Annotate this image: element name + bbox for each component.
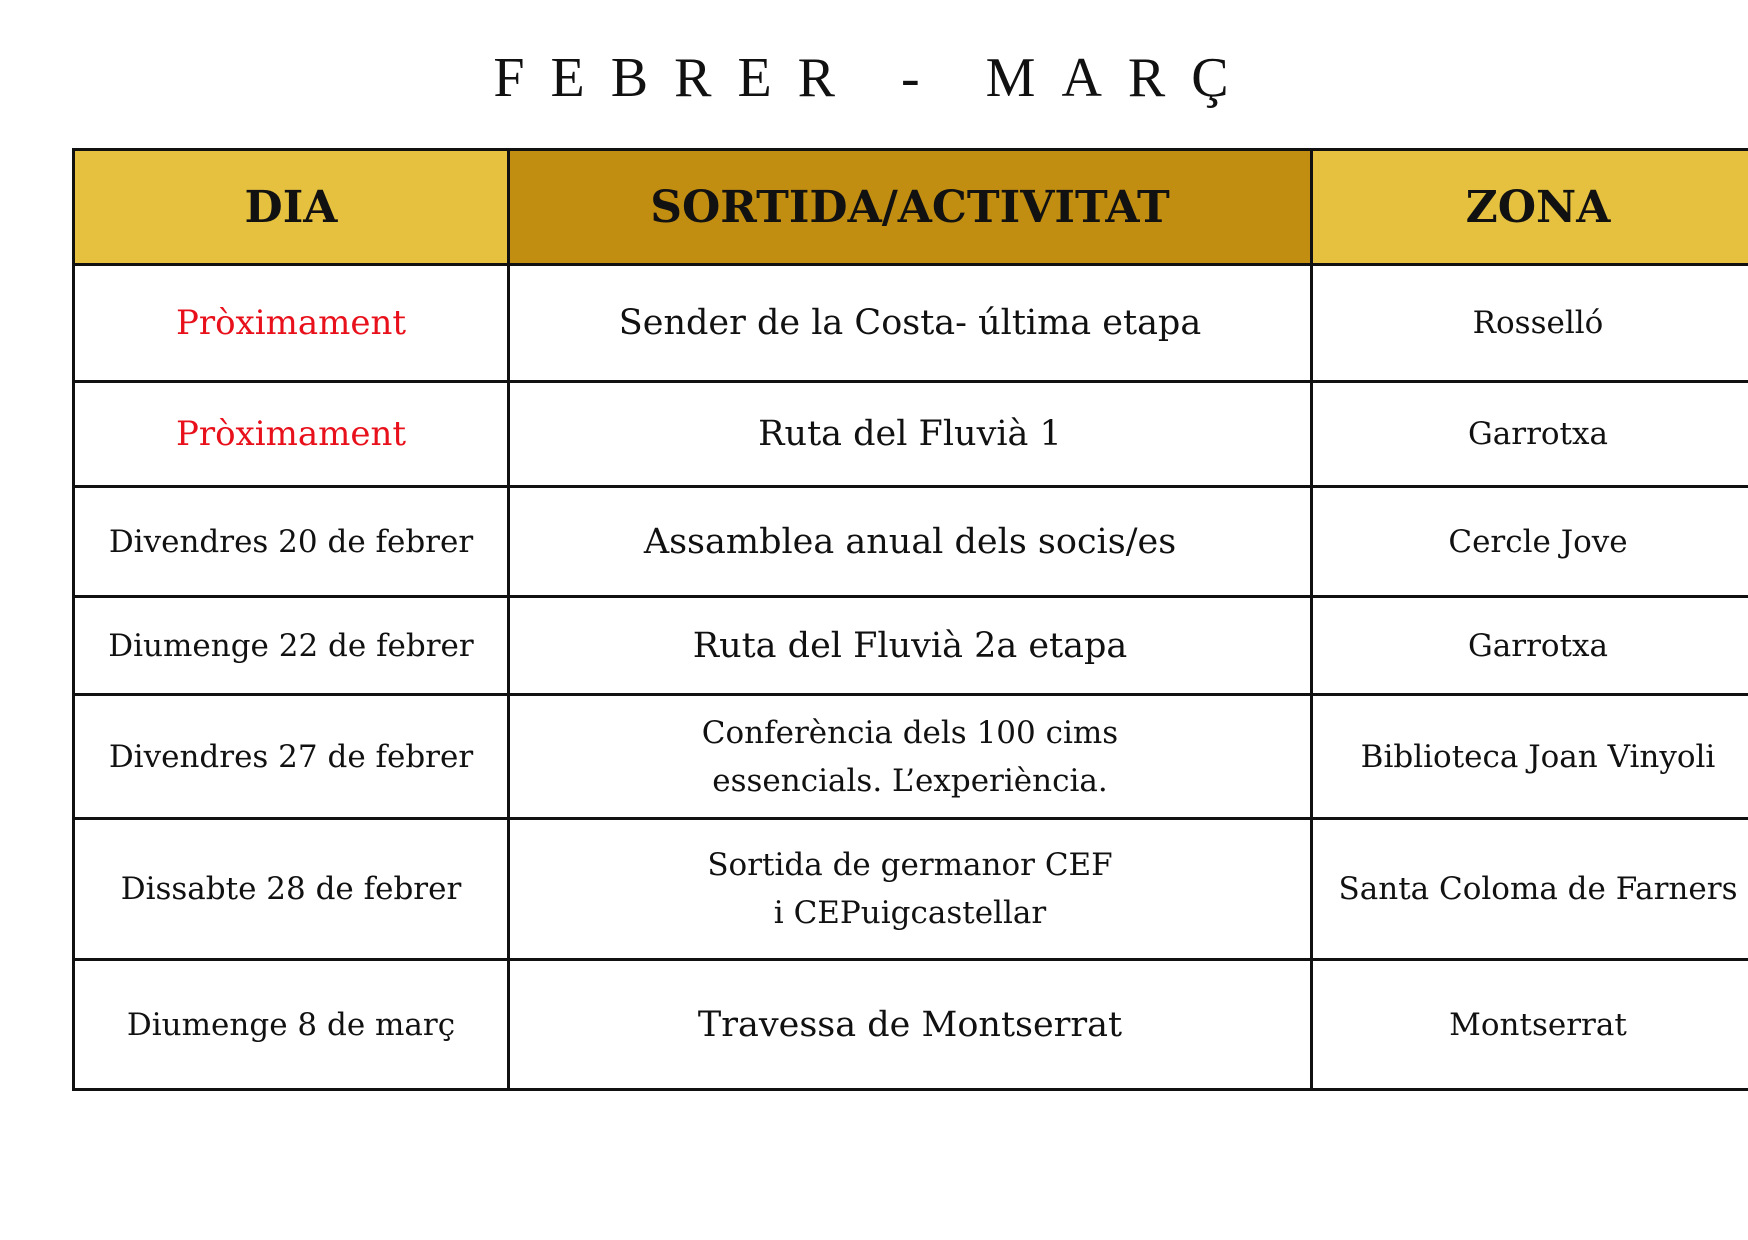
table-row xyxy=(74,960,1748,1090)
row-zone: Rosselló xyxy=(1312,265,1748,382)
row-zone: Garrotxa xyxy=(1312,382,1748,487)
header-row xyxy=(74,150,1748,265)
row-zone: Montserrat xyxy=(1312,960,1748,1090)
row-activity: Travessa de Montserrat xyxy=(509,960,1312,1090)
row-day: Divendres 20 de febrer xyxy=(74,487,509,597)
table-row xyxy=(74,597,1748,695)
row-zone: Cercle Jove xyxy=(1312,487,1748,597)
row-activity: Ruta del Fluvià 2a etapa xyxy=(509,597,1312,695)
table-row xyxy=(74,487,1748,597)
row-day: Divendres 27 de febrer xyxy=(74,695,509,819)
schedule-table xyxy=(72,148,1748,1091)
header-zone: ZONA xyxy=(1312,150,1748,265)
row-zone: Santa Coloma de Farners xyxy=(1312,819,1748,960)
row-day: Pròximament xyxy=(74,382,509,487)
table-row xyxy=(74,382,1748,487)
row-activity: Conferència dels 100 cims essencials. L’experiència. xyxy=(509,695,1312,819)
row-zone: Biblioteca Joan Vinyoli xyxy=(1312,695,1748,819)
page-title: FEBRER - MARÇ xyxy=(493,47,1255,109)
row-zone: Garrotxa xyxy=(1312,597,1748,695)
header-day: DIA xyxy=(74,150,509,265)
row-day: Dissabte 28 de febrer xyxy=(74,819,509,960)
row-activity: Ruta del Fluvià 1 xyxy=(509,382,1312,487)
table-row xyxy=(74,695,1748,819)
header-activity: SORTIDA/ACTIVITAT xyxy=(509,150,1312,265)
row-day: Diumenge 22 de febrer xyxy=(74,597,509,695)
table-row xyxy=(74,265,1748,382)
row-day: Pròximament xyxy=(74,265,509,382)
row-activity: Sortida de germanor CEF i CEPuigcastellar xyxy=(509,819,1312,960)
table-row xyxy=(74,819,1748,960)
row-activity: Assamblea anual dels socis/es xyxy=(509,487,1312,597)
row-day: Diumenge 8 de març xyxy=(74,960,509,1090)
row-activity: Sender de la Costa- última etapa xyxy=(509,265,1312,382)
